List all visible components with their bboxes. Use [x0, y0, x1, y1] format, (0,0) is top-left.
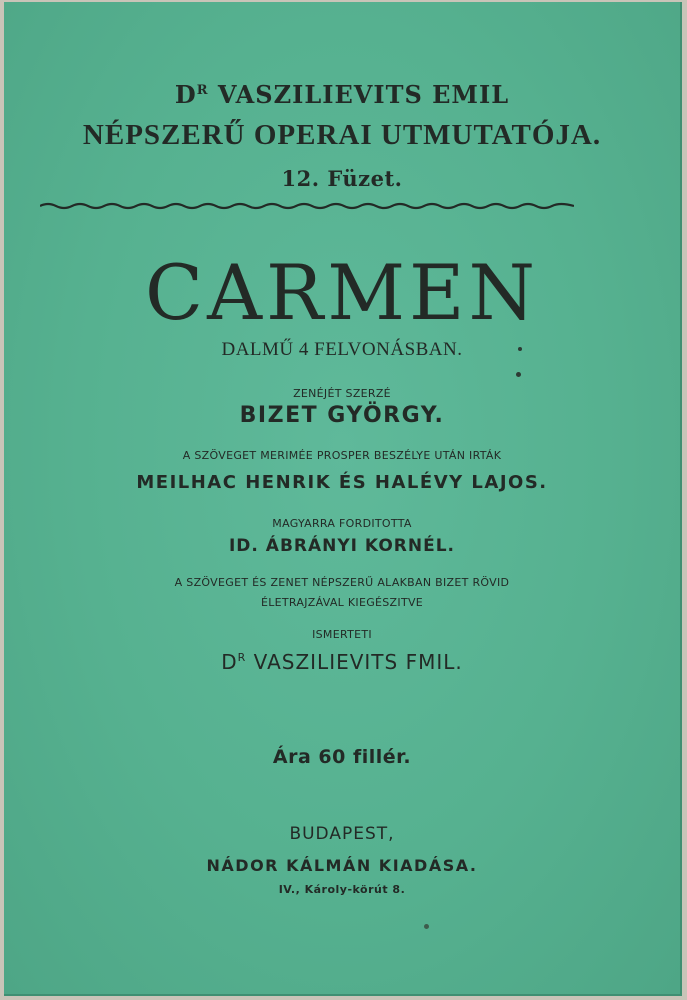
presenter-name-text: VASZILIEVITS FMIL.: [246, 650, 463, 674]
note-line-2: ÉLETRAJZÁVAL KIEGÉSZITVE: [260, 596, 424, 609]
ink-speck: [516, 372, 521, 377]
book-cover: [4, 2, 682, 996]
composer-label: ZENÉJÉT SZERZÉ: [293, 387, 391, 400]
publisher-city: BUDAPEST,: [289, 824, 395, 844]
series-title: NÉPSZERŰ OPERAI UTMUTATÓJA.: [82, 119, 602, 151]
ornamental-rule: [40, 199, 574, 213]
issue-number: 12. Füzet.: [281, 166, 403, 191]
composer-name: BIZET GYÖRGY.: [239, 403, 445, 428]
price: Ára 60 fillér.: [272, 746, 412, 768]
translator-name: ID. ÁBRÁNYI KORNÉL.: [228, 536, 456, 556]
opera-subtitle: DALMŰ 4 FELVONÁSBAN.: [221, 339, 463, 360]
ink-speck: [518, 347, 522, 351]
presenter-name: [4, 650, 680, 674]
translator-label: MAGYARRA FORDITOTTA: [272, 517, 412, 530]
presenter-label: ISMERTETI: [312, 628, 372, 641]
librettist-names: MEILHAC HENRIK ÉS HALÉVY LAJOS.: [136, 472, 548, 493]
ink-speck: [424, 924, 429, 929]
author-prefix: D: [174, 80, 197, 109]
publisher-address: IV., Károly-körút 8.: [278, 883, 406, 896]
series-author: [4, 80, 680, 109]
presenter-prefix-sup: R: [237, 651, 247, 664]
author-prefix-sup: R: [196, 83, 209, 98]
opera-title: CARMEN: [144, 248, 540, 337]
publisher-name: NÁDOR KÁLMÁN KIADÁSA.: [206, 856, 478, 875]
libretto-label: A SZÖVEGET MERIMÉE PROSPER BESZÉLYE UTÁN IRTÁK: [182, 449, 502, 462]
note-line-1: A SZÖVEGET ÉS ZENET NÉPSZERŰ ALAKBAN BIZET RÖVID: [174, 576, 510, 589]
author-name: VASZILIEVITS EMIL: [208, 80, 510, 109]
presenter-prefix: D: [221, 650, 238, 674]
